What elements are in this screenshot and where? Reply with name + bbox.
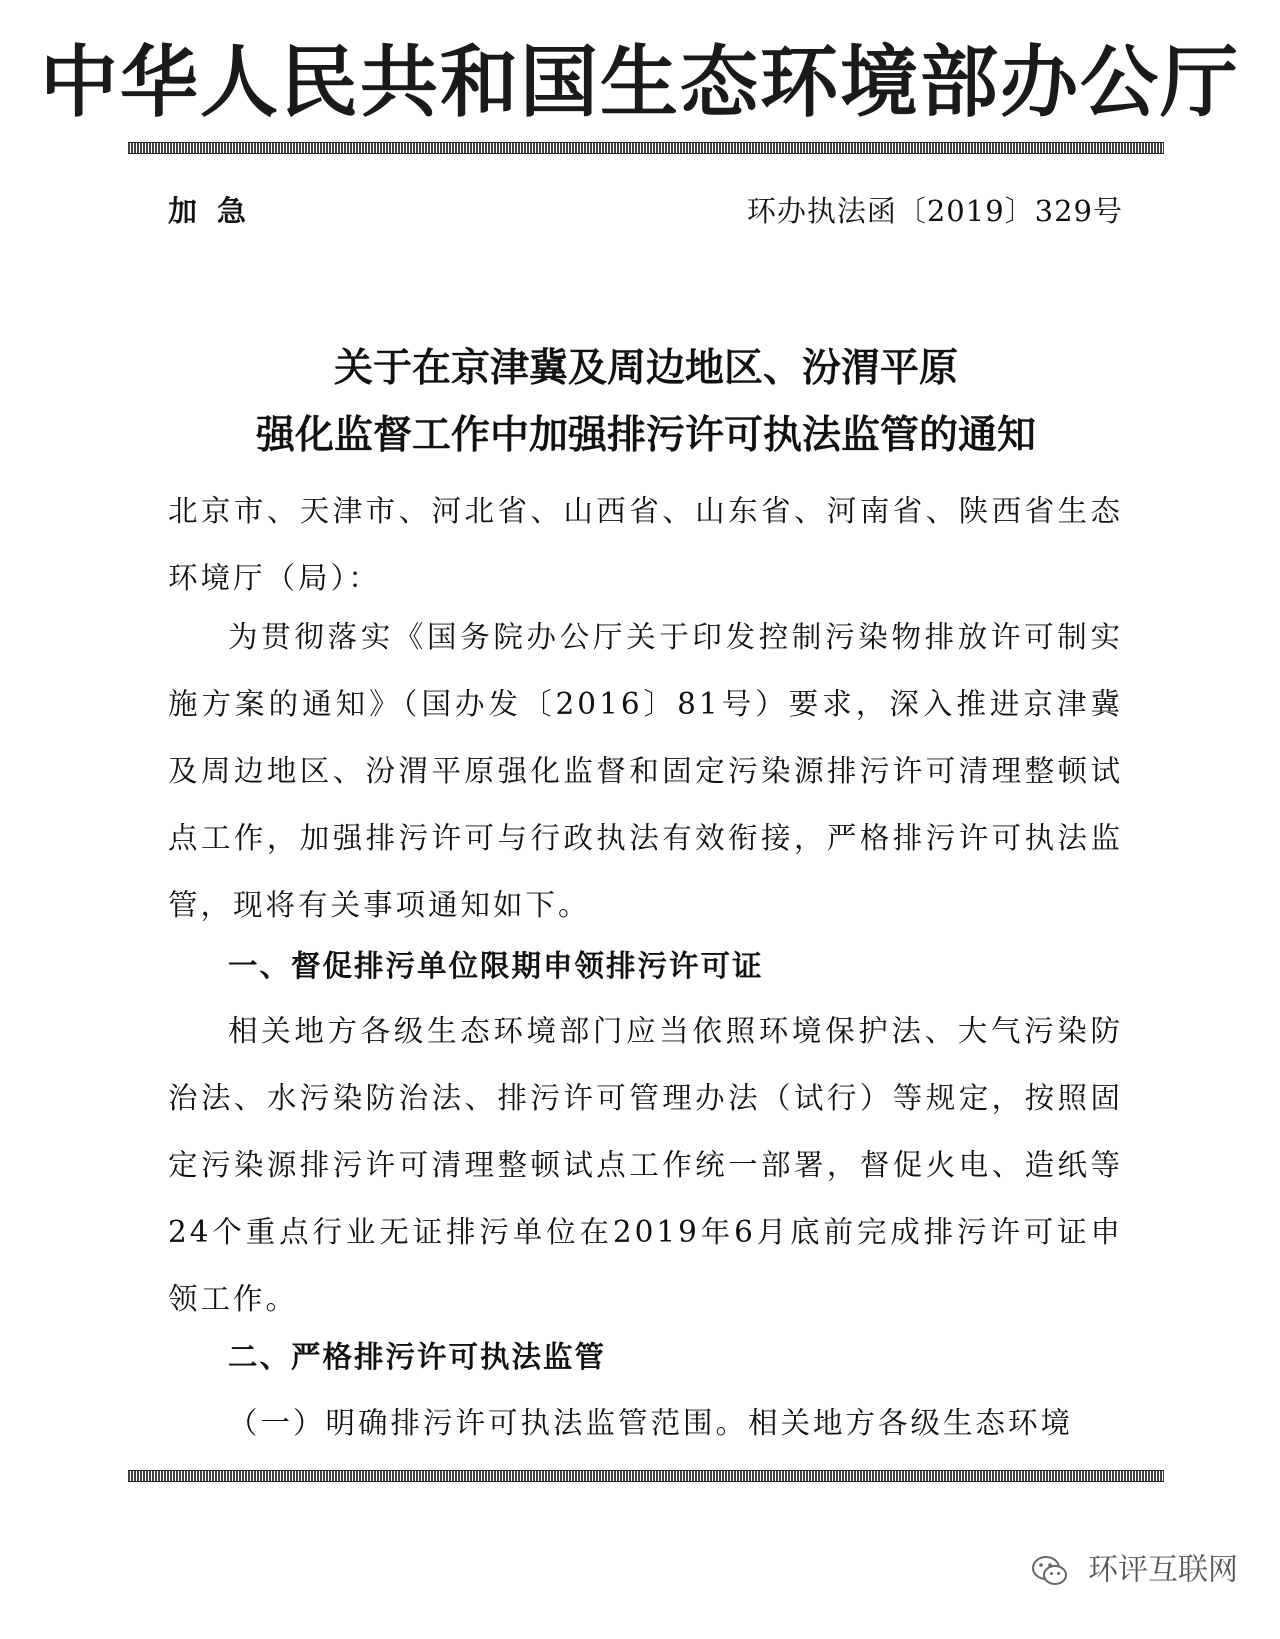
- section-2-heading: 二、严格排污许可执法监管: [228, 1339, 607, 1374]
- section-2-item-1: （一）明确排污许可执法监管范围。相关地方各级生态环境: [228, 1406, 1074, 1440]
- document-number: 环办执法函〔2019〕329号: [746, 194, 1123, 228]
- intro-paragraph: 为贯彻落实《国务院办公厅关于印发控制污染物排放许可制实施方案的通知》（国办发〔2016〕81号）要求，深入推进京津冀及周边地区、汾渭平原强化监督和固定污染源排污许可清理整顿试点工作，加强排污许可与行政执法有效衔接，严格排污许可执法监管，现将有关事项通知如下。: [168, 620, 1123, 922]
- document-title-line-1: 关于在京津冀及周边地区、汾渭平原: [333, 345, 958, 391]
- watermark-text: 环评互联网: [1088, 1552, 1238, 1588]
- source-watermark: [1030, 1548, 1238, 1592]
- urgency-label: 加急: [168, 194, 267, 228]
- section-1-paragraph: 相关地方各级生态环境部门应当依照环境保护法、大气污染防治法、水污染防治法、排污许可管理办法（试行）等规定，按照固定污染源排污许可清理整顿试点工作统一部署，督促火电、造纸等24个重点行业无证排污单位在2019年6月底前完成排污许可证申领工作。: [168, 1014, 1123, 1316]
- header-divider: [128, 142, 1164, 154]
- section-1-heading: 一、督促排污单位限期申领排污许可证: [228, 948, 764, 983]
- footer-divider: [128, 1470, 1164, 1482]
- issuer-masthead: 中华人民共和国生态环境部办公厅: [39, 37, 1240, 128]
- addressee: 北京市、天津市、河北省、山西省、山东省、河南省、陕西省生态环境厅（局）：: [168, 494, 1123, 595]
- document-meta: [168, 186, 1123, 236]
- document-title-line-2: 强化监督工作中加强排污许可执法监管的通知: [255, 412, 1036, 458]
- wechat-icon: [1030, 1551, 1070, 1591]
